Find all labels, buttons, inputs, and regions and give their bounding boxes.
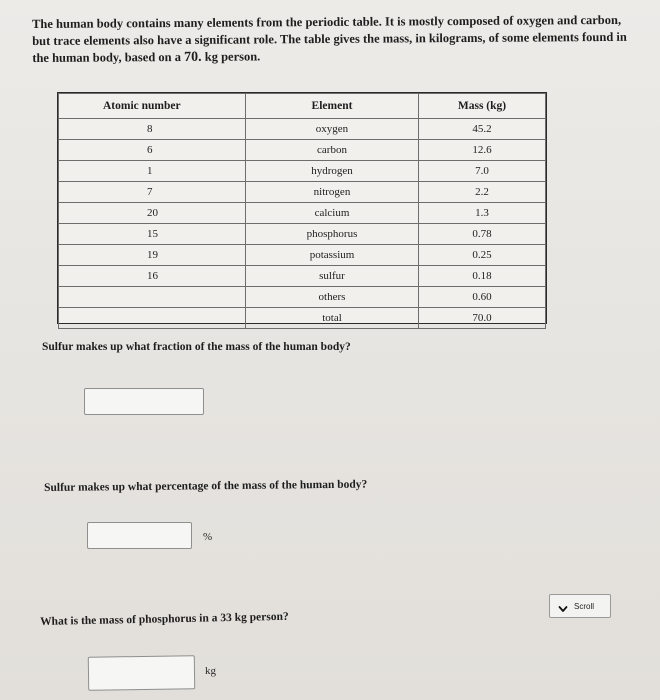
cell-element: carbon [246,140,419,161]
answer-mass-input[interactable] [88,655,195,690]
cell-mass: 45.2 [419,119,546,140]
kg-unit-label: kg [205,665,216,677]
table-row [59,266,546,287]
table-row [59,224,546,245]
table-row [59,140,546,161]
cell-atomic-number: 19 [59,245,246,266]
cell-atomic-number: 8 [59,119,246,140]
cell-mass: 70.0 [419,308,546,329]
table-header-row [59,94,546,119]
cell-mass: 2.2 [419,182,546,203]
percent-unit-label: % [203,531,213,543]
intro-mass-value: 70. [184,49,202,65]
header-atomic-number: Atomic number [59,94,246,119]
scroll-button-label: Scroll [574,601,595,611]
answer-percentage-input[interactable] [87,522,192,549]
question-phosphorus-mass: What is the mass of phosphorus in a 33 kg person? [40,610,289,628]
cell-atomic-number [59,287,246,308]
table-row [59,161,546,182]
cell-element: sulfur [246,266,419,287]
table-row [59,203,546,224]
chevron-down-icon [558,601,568,611]
cell-mass: 1.3 [419,203,546,224]
cell-element: nitrogen [246,182,419,203]
cell-element: hydrogen [246,161,419,182]
cell-atomic-number: 15 [59,224,246,245]
answer-fraction-input[interactable] [84,388,204,415]
cell-element: others [246,287,419,308]
cell-element: oxygen [246,119,419,140]
cell-element: total [246,308,419,329]
table-row [59,119,546,140]
scroll-button[interactable] [549,594,611,618]
cell-element: phosphorus [246,224,419,245]
table-row [59,308,546,329]
cell-mass: 0.18 [419,266,546,287]
table-row [59,287,546,308]
cell-atomic-number: 20 [59,203,246,224]
cell-mass: 0.78 [419,224,546,245]
question-sulfur-fraction: Sulfur makes up what fraction of the mass of the human body? [42,341,351,353]
intro-paragraph [32,12,637,67]
cell-mass: 0.25 [419,245,546,266]
intro-text-part1: The human body contains many elements from the periodic table. It is mostly composed of oxygen and carbon, but trace elements also have a significant role. The table gives the mass, in kilograms, of some elements found in the human body, based on a [32,12,627,65]
cell-atomic-number: 16 [59,266,246,287]
cell-atomic-number: 1 [59,161,246,182]
cell-element: calcium [246,203,419,224]
table-row [59,245,546,266]
cell-mass: 12.6 [419,140,546,161]
table-row [59,182,546,203]
cell-mass: 7.0 [419,161,546,182]
cell-atomic-number: 6 [59,140,246,161]
header-element: Element [246,94,419,119]
cell-element: potassium [246,245,419,266]
cell-atomic-number [59,308,246,329]
question-sulfur-percentage: Sulfur makes up what percentage of the mass of the human body? [44,478,368,494]
element-mass-table [57,92,547,324]
intro-text-part2: kg person. [201,49,261,64]
cell-atomic-number: 7 [59,182,246,203]
header-mass: Mass (kg) [419,94,546,119]
cell-mass: 0.60 [419,287,546,308]
